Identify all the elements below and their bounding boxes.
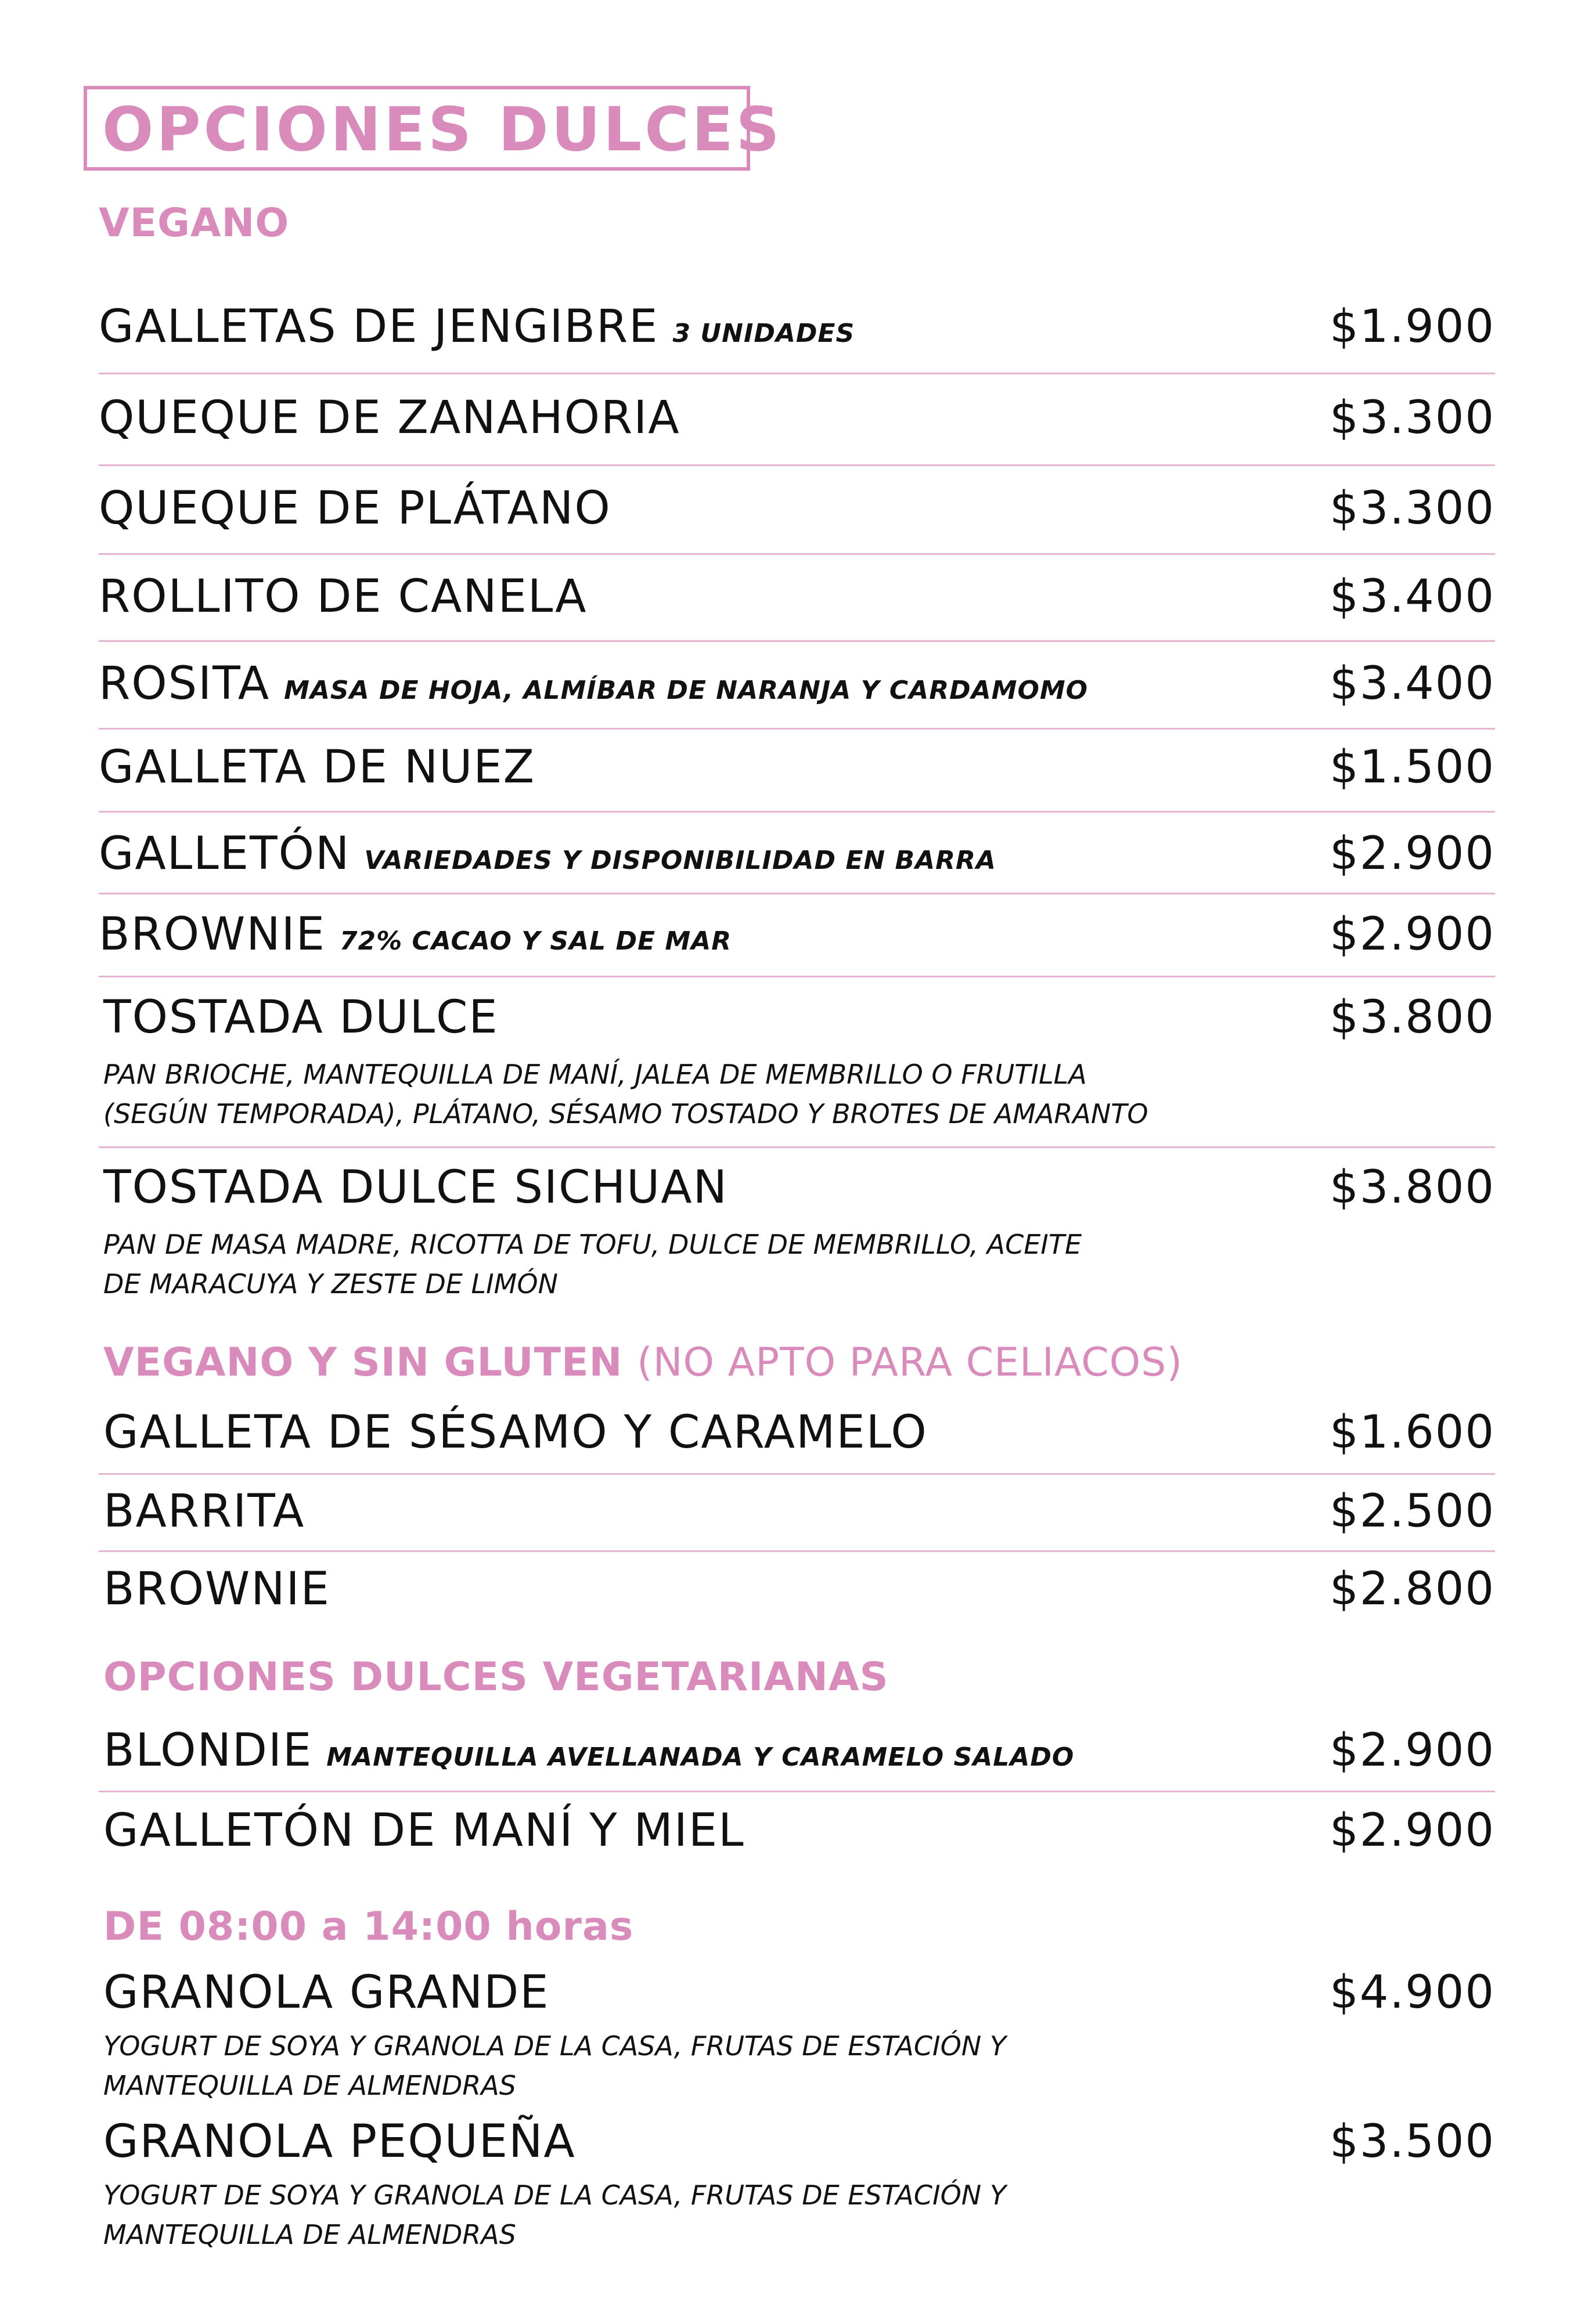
item-name: GALLETÓN	[99, 828, 351, 880]
section-heading-vegetarianas	[103, 1654, 889, 1700]
item-price: $1.600	[1330, 1406, 1495, 1459]
item-name-line	[99, 907, 732, 969]
item-name: GRANOLA GRANDE	[103, 1966, 550, 2019]
item-name: BROWNIE	[103, 1563, 330, 1615]
item-note: MASA DE HOJA, ALMÍBAR DE NARANJA Y CARDAMOMO	[284, 676, 1089, 705]
section-heading-text: DE 08:00 a 14:00 horas	[103, 1904, 634, 1950]
item-name-line	[99, 481, 611, 536]
section-heading-suffix: (NO APTO PARA CELIACOS)	[637, 1340, 1183, 1385]
item-name: GALLETAS DE JENGIBRE	[99, 301, 659, 353]
item-price: $3.400	[1330, 658, 1495, 710]
section-heading-text: OPCIONES DULCES VEGETARIANAS	[103, 1654, 889, 1700]
item-price: $2.900	[1330, 1724, 1495, 1777]
item-price: $2.900	[1330, 908, 1495, 961]
item-description-line: MANTEQUILLA DE ALMENDRAS	[103, 2070, 516, 2101]
item-name: GALLETÓN DE MANÍ Y MIEL	[103, 1805, 745, 1857]
item-name-line	[99, 569, 588, 625]
item-name-line	[103, 1965, 550, 2020]
row-divider	[99, 553, 1495, 555]
item-price: $1.500	[1330, 741, 1495, 793]
item-name: QUEQUE DE ZANAHORIA	[99, 392, 680, 444]
item-name-line	[99, 739, 535, 795]
item-price: $3.400	[1330, 571, 1495, 623]
item-note: MANTEQUILLA AVELLANADA Y CARAMELO SALADO	[326, 1742, 1075, 1772]
item-price: $3.800	[1330, 991, 1495, 1044]
item-price: $2.900	[1330, 828, 1495, 880]
item-price: $3.300	[1330, 392, 1495, 444]
item-price: $1.900	[1330, 301, 1495, 353]
item-description-line: (SEGÚN TEMPORADA), PLÁTANO, SÉSAMO TOSTADO Y BROTES DE AMARANTO	[103, 1098, 1148, 1129]
item-name: TOSTADA DULCE SICHUAN	[103, 1161, 728, 1214]
item-name-line	[103, 1405, 928, 1460]
item-name: BARRITA	[103, 1485, 305, 1538]
item-name: GALLETA DE NUEZ	[99, 741, 536, 793]
item-note: VARIEDADES Y DISPONIBILIDAD EN BARRA	[364, 846, 996, 875]
item-description	[103, 1225, 1265, 1304]
item-note: 3 UNIDADES	[672, 319, 855, 348]
item-price: $3.800	[1330, 1161, 1495, 1214]
item-name-line	[103, 1160, 728, 1215]
item-name: BROWNIE	[99, 908, 326, 961]
row-divider	[99, 976, 1495, 977]
item-description-line: YOGURT DE SOYA Y GRANOLA DE LA CASA, FRUTAS DE ESTACIÓN Y	[103, 2179, 1006, 2211]
item-name-line	[99, 826, 996, 889]
section-heading-vegano	[99, 200, 289, 246]
item-note: 72% CACAO Y SAL DE MAR	[339, 926, 732, 956]
row-divider	[99, 464, 1495, 466]
section-heading-vegano-sin-gluten	[103, 1340, 1183, 1385]
item-price: $2.800	[1330, 1563, 1495, 1615]
item-name-line	[99, 390, 680, 446]
row-divider	[99, 373, 1495, 374]
item-name: TOSTADA DULCE	[103, 991, 499, 1044]
item-name-line	[99, 656, 1088, 719]
item-name: QUEQUE DE PLÁTANO	[99, 482, 611, 535]
item-name-line	[103, 990, 499, 1045]
item-name: ROLLITO DE CANELA	[99, 571, 588, 623]
item-name-line	[103, 1723, 1074, 1785]
item-price: $4.900	[1330, 1966, 1495, 2019]
item-description-line: MANTEQUILLA DE ALMENDRAS	[103, 2219, 516, 2250]
item-description	[103, 1055, 1265, 1134]
row-divider	[99, 640, 1495, 642]
item-name-line	[103, 1484, 305, 1539]
row-divider	[99, 893, 1495, 894]
row-divider	[99, 1550, 1495, 1552]
item-name-line	[103, 1803, 745, 1859]
item-description-line: PAN DE MASA MADRE, RICOTTA DE TOFU, DULCE DE MEMBRILLO, ACEITE	[103, 1229, 1082, 1260]
item-description-line: YOGURT DE SOYA Y GRANOLA DE LA CASA, FRUTAS DE ESTACIÓN Y	[103, 2030, 1006, 2062]
row-divider	[99, 1146, 1495, 1148]
item-name: ROSITA	[99, 658, 271, 710]
item-description	[103, 2026, 1265, 2105]
section-heading-text: VEGANO Y SIN GLUTEN	[103, 1340, 623, 1385]
page-title: OPCIONES DULCES	[102, 94, 783, 165]
item-name-line	[99, 299, 855, 362]
item-name: GRANOLA PEQUEÑA	[103, 2116, 576, 2168]
item-description-line: PAN BRIOCHE, MANTEQUILLA DE MANÍ, JALEA DE MEMBRILLO O FRUTILLA	[103, 1059, 1087, 1090]
row-divider	[99, 728, 1495, 730]
row-divider	[99, 811, 1495, 813]
item-price: $3.500	[1330, 2116, 1495, 2168]
item-name-line	[103, 1561, 330, 1617]
item-description	[103, 2175, 1265, 2254]
section-heading-horario	[103, 1904, 633, 1950]
page-title-box	[84, 86, 783, 171]
item-name: BLONDIE	[103, 1724, 313, 1777]
item-name: GALLETA DE SÉSAMO Y CARAMELO	[103, 1406, 928, 1459]
row-divider	[99, 1791, 1495, 1792]
item-description-line: DE MARACUYA Y ZESTE DE LIMÓN	[103, 1268, 558, 1300]
row-divider	[99, 1473, 1495, 1475]
item-price: $3.300	[1330, 482, 1495, 535]
item-price: $2.500	[1330, 1485, 1495, 1538]
item-name-line	[103, 2114, 576, 2170]
section-heading-text: VEGANO	[99, 200, 290, 246]
item-price: $2.900	[1330, 1805, 1495, 1857]
